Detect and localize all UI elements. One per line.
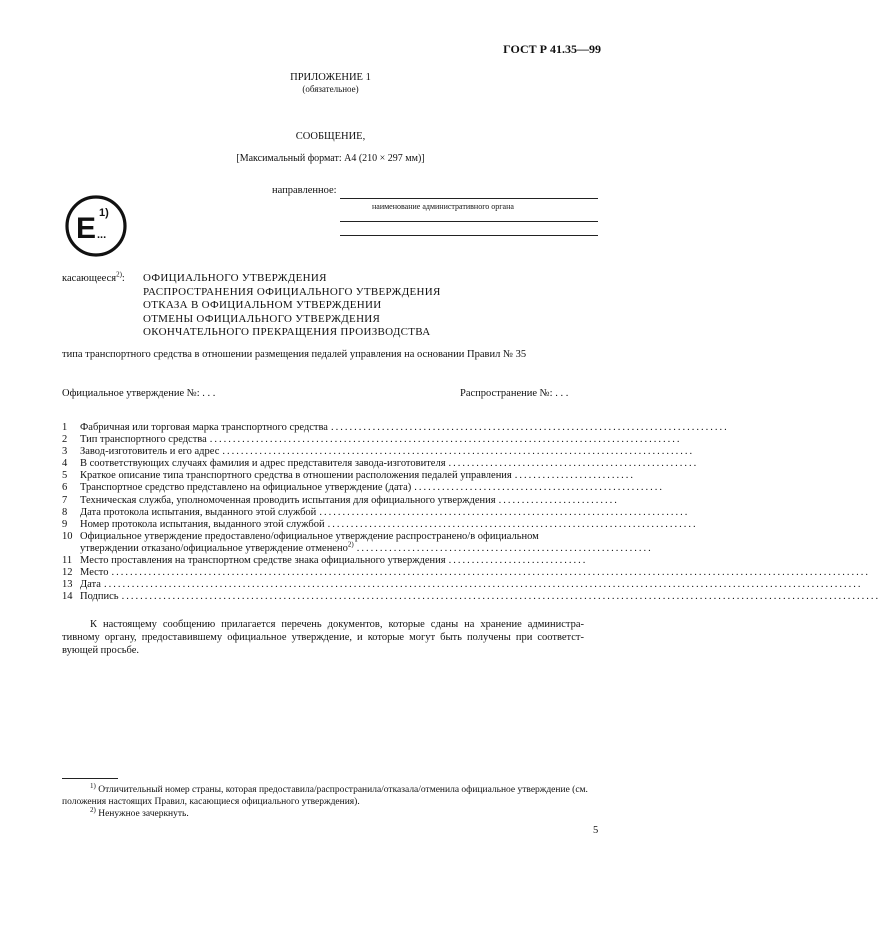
item-label: Тип транспортного средства bbox=[80, 434, 207, 446]
item-label: Официальное утверждение предоставлено/официальное утверждение распространено/в официальном bbox=[80, 530, 539, 542]
concern-item: ОТКАЗА В ОФИЦИАЛЬНОМ УТВЕРЖДЕНИИ bbox=[143, 299, 382, 312]
concern-item: ОФИЦИАЛЬНОГО УТВЕРЖДЕНИЯ bbox=[143, 272, 327, 284]
item-label: В соответствующих случаях фамилия и адрес представителя завода-изготовителя bbox=[80, 458, 446, 470]
list-item bbox=[62, 434, 682, 446]
item-leader: .................................................................................................................................................................... bbox=[121, 591, 880, 603]
standard-code: ГОСТ Р 41.35—99 bbox=[503, 42, 601, 56]
item-label: Номер протокола испытания, выданного этой службой bbox=[80, 518, 325, 530]
list-item bbox=[62, 446, 695, 458]
list-item bbox=[62, 422, 729, 434]
list-item bbox=[62, 470, 636, 482]
page-number: 5 bbox=[593, 825, 599, 836]
item-label: Фабричная или торговая марка транспортного средства bbox=[80, 422, 328, 433]
message-title: СООБЩЕНИЕ, bbox=[295, 131, 366, 142]
concern-footnote-mark: 2) bbox=[116, 270, 122, 279]
appendix-title: ПРИЛОЖЕНИЕ 1 bbox=[290, 72, 371, 83]
addressee-line-3 bbox=[340, 235, 598, 236]
approval-items-list bbox=[62, 422, 880, 603]
vehicle-type-text: типа транспортного средства в отношении размещения педалей управления на основании Правил № 35 bbox=[62, 349, 527, 360]
footnote-mark: 1) bbox=[90, 781, 96, 790]
item-number: 6 bbox=[62, 482, 68, 494]
emblem-sup: 1) bbox=[99, 207, 109, 219]
list-item bbox=[62, 518, 698, 531]
item-number: 4 bbox=[62, 458, 68, 470]
concern-label-block bbox=[62, 270, 125, 284]
list-item bbox=[62, 567, 870, 579]
item-label: Место bbox=[80, 567, 109, 579]
addressee-caption: наименование административного органа bbox=[372, 202, 514, 211]
item-leader: .......................... bbox=[498, 494, 619, 506]
addressee-line bbox=[340, 198, 598, 199]
approval-mark-emblem bbox=[64, 194, 128, 258]
item-label: Транспортное средство представлено на официальное утверждение (дата) bbox=[80, 482, 412, 494]
item-number: 13 bbox=[62, 579, 73, 591]
item-leader: .................................................................................................................................................................... bbox=[111, 567, 870, 579]
item-number: 9 bbox=[62, 518, 68, 530]
item-leader: ...................................................... bbox=[414, 482, 664, 494]
item-number: 3 bbox=[62, 446, 68, 458]
item-label: Дата протокола испытания, выданного этой службой bbox=[80, 506, 317, 518]
list-item bbox=[62, 555, 588, 567]
footnote-text: Отличительный номер страны, которая предоставила/распространила/отказала/отменила официальное утверждение (см. положения настоящих Правил, касающиеся официального утверждения). bbox=[62, 785, 588, 807]
concern-item: ОТМЕНЫ ОФИЦИАЛЬНОГО УТВЕРЖДЕНИЯ bbox=[143, 312, 381, 325]
closing-paragraph: К настоящему сообщению прилагается перечень документов, которые сданы на хранение административному органу, предоставившему официальное утверждение, и которые могут быть получены при соответствующей просьбе. bbox=[62, 619, 584, 656]
list-item bbox=[62, 506, 690, 519]
item-number: 5 bbox=[62, 470, 68, 482]
item-number: 8 bbox=[62, 506, 68, 518]
item-label: Техническая служба, уполномоченная проводить испытания для официального утверждения bbox=[80, 494, 496, 506]
emblem-letter: E bbox=[76, 212, 97, 245]
list-item bbox=[62, 531, 584, 543]
footnote-mark: 2) bbox=[90, 805, 96, 814]
item-label: Завод-изготовитель и его адрес bbox=[80, 446, 220, 458]
list-item bbox=[62, 579, 863, 591]
item-number: 12 bbox=[62, 567, 73, 579]
footnote-text: Ненужное зачеркнуть. bbox=[98, 809, 189, 819]
concern-colon: : bbox=[121, 273, 125, 284]
item-number: 1 bbox=[62, 422, 68, 433]
item-leader: .......................... bbox=[514, 470, 636, 482]
footnote-2 bbox=[62, 805, 600, 820]
item-label: Дата bbox=[80, 579, 101, 591]
message-format: [Максимальный формат: А4 (210 × 297 мм)] bbox=[236, 153, 425, 164]
item-leader: ...................................................................................................... bbox=[209, 434, 682, 446]
list-item bbox=[62, 494, 619, 507]
circle-e-mark-icon bbox=[64, 194, 128, 258]
concern-label: касающееся bbox=[62, 273, 117, 284]
item-number: 7 bbox=[62, 494, 68, 506]
addressed-label: направленное: bbox=[272, 185, 337, 196]
addressee-line-2 bbox=[340, 221, 598, 222]
item-leader: ................................................................................ bbox=[327, 518, 698, 530]
item-footnote-mark: 2) bbox=[347, 540, 354, 549]
item-number: 11 bbox=[62, 555, 73, 567]
item-label: Краткое описание типа транспортного средства в отношении расположения педалей управления bbox=[80, 470, 512, 482]
extension-number-label: Распространение №: . . . bbox=[460, 388, 569, 399]
approval-number-label: Официальное утверждение №: . . . bbox=[62, 388, 216, 399]
item-number: 14 bbox=[62, 591, 73, 603]
item-leader: ...................................................... bbox=[448, 458, 699, 470]
concern-item: РАСПРОСТРАНЕНИЯ ОФИЦИАЛЬНОГО УТВЕРЖДЕНИЯ bbox=[143, 285, 441, 298]
item-leader: .............................. bbox=[448, 555, 588, 567]
item-number: 2 bbox=[62, 434, 68, 446]
item-leader: ...................................................................................... bbox=[330, 422, 729, 433]
list-item bbox=[62, 591, 880, 603]
item-leader: ................................................................ bbox=[356, 542, 653, 554]
item-label: Подпись bbox=[80, 591, 119, 603]
item-label: Место проставления на транспортном средстве знака официального утверждения bbox=[80, 555, 446, 567]
concern-items bbox=[143, 272, 441, 340]
item-label-continuation: утверждении отказано/официальное утверждение отменено$^{2)}$ bbox=[80, 540, 354, 554]
item-leader: .................................................................................................................................................................... bbox=[103, 579, 863, 591]
list-item-continuation bbox=[62, 540, 653, 555]
item-number: 10 bbox=[62, 530, 73, 542]
footnote-1 bbox=[62, 781, 600, 808]
item-leader: ...................................................................................................... bbox=[222, 446, 695, 458]
item-leader: ................................................................................ bbox=[319, 506, 690, 518]
footnote-separator bbox=[62, 778, 118, 779]
concern-item: ОКОНЧАТЕЛЬНОГО ПРЕКРАЩЕНИЯ ПРОИЗВОДСТВА bbox=[143, 326, 431, 339]
appendix-status: (обязательное) bbox=[302, 84, 359, 94]
list-item bbox=[62, 482, 664, 494]
list-item bbox=[62, 458, 699, 470]
emblem-dots: ... bbox=[97, 229, 107, 241]
